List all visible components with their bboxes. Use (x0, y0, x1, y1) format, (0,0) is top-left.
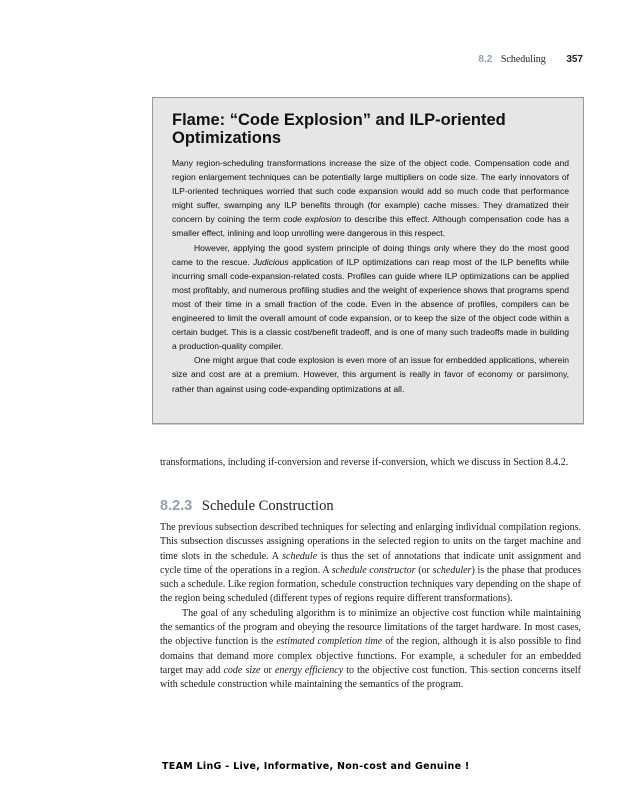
emphasis-text: schedule constructor (331, 564, 416, 576)
emphasis-text: schedule (282, 550, 318, 562)
emphasis-text: code explosion (283, 214, 342, 225)
paragraph: The previous subsection described techniques for selecting and enlarging individual compilation regions. This subsection discusses assigning operations in the selected region to units on the target machine and time slots in the schedule. A schedule is thus the set of annotations that indicate unit assignment and cycle time of the operations in a region. A schedule constructor (or scheduler) is the phase that produces such a schedule. Like region formation, schedule construction techniques vary depending on the shape of the region being scheduled (different types of regions require different transformations). (160, 522, 582, 605)
emphasis-text: code size (223, 664, 261, 676)
paragraph: Many region-scheduling transformations increase the size of the object code. Compensation code and region enlargement techniques can be potentially large multipliers on code size. The early innovators of ILP-oriented techniques worried that such code expansion would add so much code that performance might suffer, swamping any ILP benefits through (for example) cache misses. They dramatized their concern by coining the term code explosion to describe this effect. Although compensation code has a smaller effect, inlining and loop unrolling were dangerous in this respect. (172, 158, 569, 239)
emphasis-text: scheduler (432, 564, 472, 576)
sidebar-title: Flame: “Code Explosion” and ILP-oriented Optimizations (172, 111, 506, 147)
emphasis-text: Judicious (253, 256, 289, 267)
flame-sidebar-box (152, 97, 584, 424)
running-head-section-number: 8.2 (478, 54, 493, 65)
section-heading (160, 498, 334, 515)
running-head-section-title: Scheduling (500, 54, 546, 65)
emphasis-text: energy efficiency (274, 664, 344, 676)
page-number: 357 (566, 54, 583, 65)
emphasis-text: estimated completion time (276, 636, 383, 648)
sidebar-body (172, 156, 569, 396)
paragraph: One might argue that code explosion is even more of an issue for embedded applications, wherein size and cost are at a premium. However, this argument is really in favor of economy or parsimony, rather than against using code-expanding optimizations at all. (172, 355, 569, 394)
paragraph: However, applying the good system principle of doing things only where they do the most good came to the rescue. Judicious application of ILP optimizations can reap most of the ILP benefits while incurring small code-expansion-related costs. Profiles can guide where ILP optimizations can be applied most profitably, and numerous profiling studies and the weight of experience shows that programs spend most of their time in a small fraction of the code. Even in the absence of profiles, compilers can be engineered to limit the overall amount of code expansion, or to keep the size of the object code within a certain budget. This is a classic cost/benefit tradeoff, and is one of many such tradeoffs made in building a production-quality compiler. (172, 242, 569, 352)
running-head (478, 54, 583, 65)
section-number: 8.2.3 (160, 498, 193, 514)
continuation-paragraph (160, 456, 581, 470)
section-body (160, 521, 581, 693)
section-title: Schedule Construction (201, 498, 334, 514)
continuation-text: transformations, including if-conversion and reverse if-conversion, which we discuss in Section 8.4.2. (160, 457, 569, 468)
paragraph: The goal of any scheduling algorithm is to minimize an objective cost function while maintaining the semantics of the program and obeying the resource limitations of the target hardware. In most cases, the objective function is the estimated completion time of the region, although it is also possible to find domains that demand more complex objective functions. For example, a scheduler for an embedded target may add code size or energy efficiency to the objective cost function. This section concerns itself with schedule construction while maintaining the semantics of the program. (160, 607, 581, 691)
footer-watermark: TEAM LinG - Live, Informative, Non-cost and Genuine ! (162, 761, 470, 772)
